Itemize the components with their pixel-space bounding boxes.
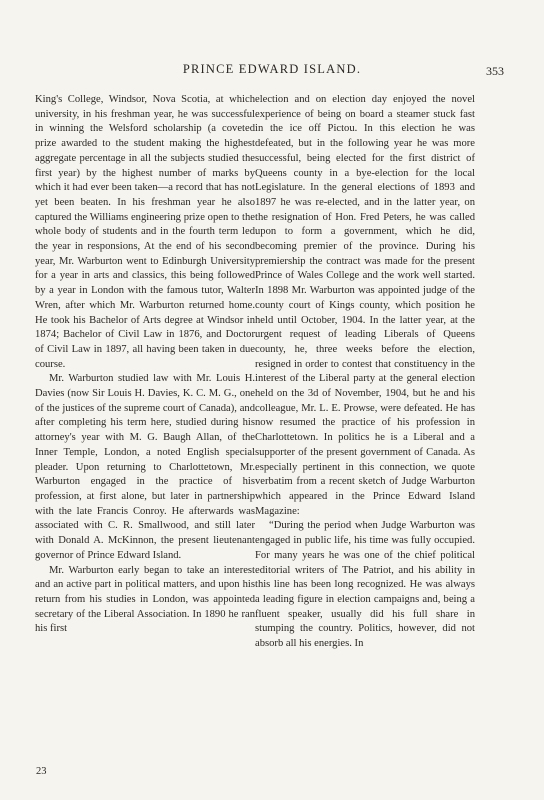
right-column: [255, 93, 475, 652]
running-head: PRINCE EDWARD ISLAND.: [182, 62, 362, 76]
paragraph: Mr. Warburton early began to take an interest and an active part in political matters, and upon his return from his studies in London, was appointed secretary of the Liberal Association. In 1890 he ran his first: [35, 564, 255, 635]
paragraph: election and on election day enjoyed the novel experience of being on board a steamer stuck fast in the ice off Pictou. In this election he was defeated, but in the following year he was more successful, being elected for the first district of Queens county in a bye-election for the local Legislature. In the general elections of 1893 and 1897 he was re-elected, and in the latter year, on the resignation of Hon. Fred Peters, he was called upon to form a government, which he did, becoming premier of the province. During his premiership the contract was made for the present Prince of Wales College and the work well started. In 1898 Mr. Warburton was appointed judge of the county court of Kings county, which position he held until October, 1904. In the latter year, at the urgent request of leading Liberals of Queens county, he, three weeks before the election, resigned in order to contest that constituency in the interest of the Liberal party at the general election held on the 3d of November, 1904, but he and his colleague, Mr. L. E. Prowse, were defeated. He has now resumed the practice of his profession in Charlottetown. In politics he is a Liberal and a supporter of the present government of Canada. As especially pertinent in this connection, we quote verbatim from a recent sketch of Judge Warburton which appeared in the Prince Edward Island Magazine:: [255, 94, 475, 517]
paragraph: Mr. Warburton studied law with Mr. Louis H. Davies (now Sir Louis H. Davies, K. C. M. G., one of the justices of the supreme court of Canada), and after completing his term here, studied during his attorney's year with M. G. Baugh Allan, of the Inner Temple, London, a noted English special pleader. Upon returning to Charlottetown, Mr. Warburton engaged in the practice of his profession, at first alone, but later in partnership with the late Francis Conroy. He afterwards was associated with C. R. Smallwood, and still later with Donald A. McKinnon, the present lieutenant governor of Prince Edward Island.: [35, 373, 255, 561]
signature-mark: 23: [36, 766, 47, 777]
page-header: [0, 62, 544, 82]
page-number: 353: [486, 64, 504, 78]
paragraph: King's College, Windsor, Nova Scotia, at which university, in his freshman year, he was successful in winning the Welsford scholarship (a coveted prize awarded to the student making the highest aggregate percentage in all the subjects studied the first year) by the highest number of marks by which it had ever been taken—a record that has not yet been beaten. In his freshman year he also captured the Williams engineering prize open to the whole body of students and in the fourth term led the year in responsions, At the end of his second year, Mr. Warburton went to Edinburgh University for a year in arts and classics, this being followed by a year in London with the famous tutor, Walter Wren, after which Mr. Warburton returned home. He took his Bachelor of Arts degree at Windsor in 1874; Bachelor of Civil Law in 1876, and Doctor of Civil Law in 1897, all having been taken in due course.: [35, 94, 255, 370]
paragraph: “During the period when Judge Warburton was engaged in public life, his time was fully occupied. For many years he was one of the chief political editorial writers of The Patriot, and his ability in this line has been long recognized. He was always a leading figure in election campaigns and, being a fluent speaker, usually did his full share in stumping the country. Politics, however, did not absorb all his energies. In: [255, 520, 475, 650]
left-column: [35, 93, 255, 637]
